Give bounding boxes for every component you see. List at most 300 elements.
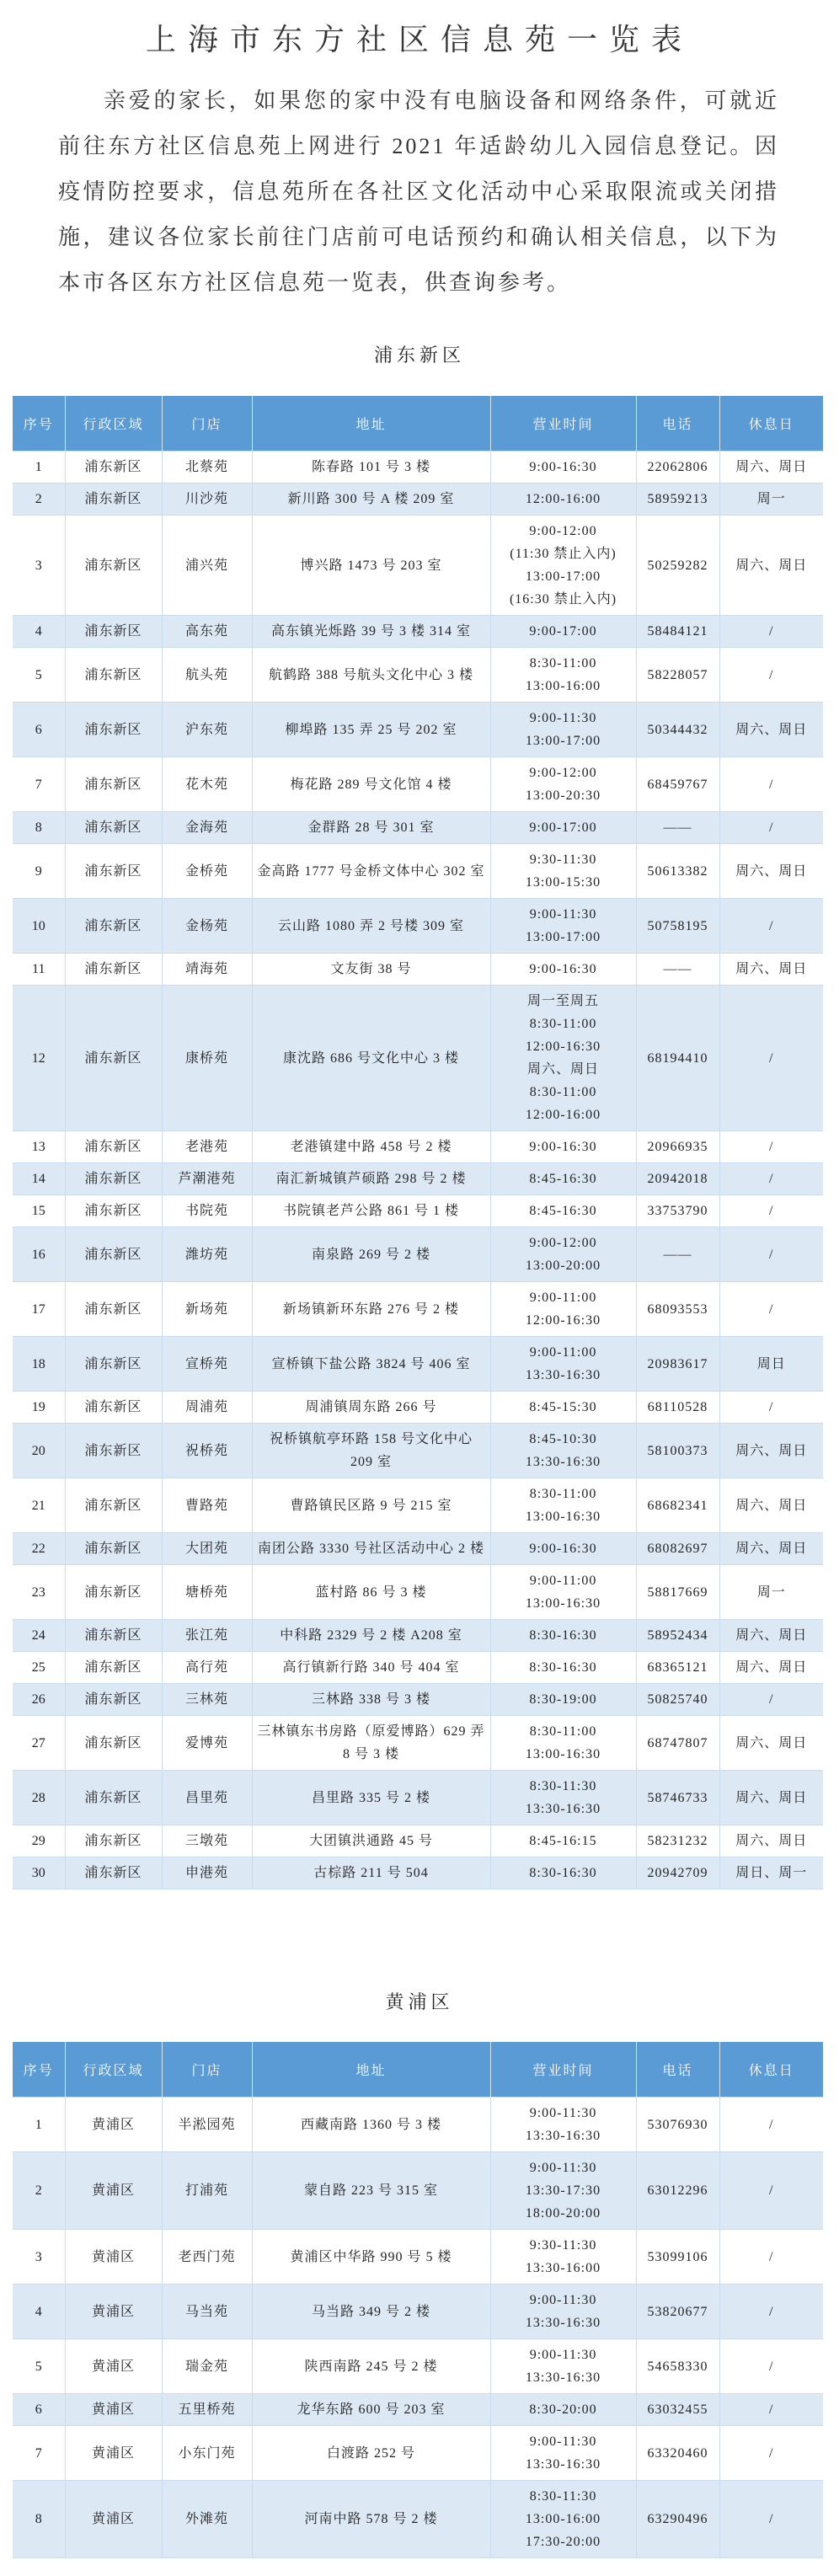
hours-line: 9:00-16:30 [529,1542,597,1556]
phone-cell: 20983617 [636,1337,719,1392]
store-cell: 潍坊苑 [162,1227,252,1282]
seq-cell: 19 [13,1392,65,1424]
address-cell: 南团公路 3330 号社区活动中心 2 楼 [252,1533,490,1565]
hours-line: 8:30-11:00 [529,1724,597,1739]
address-cell: 陕西南路 245 号 2 楼 [252,2339,490,2394]
rest-day-cell: / [719,1392,823,1424]
table-row [13,1825,823,1857]
hours-cell [490,1282,636,1337]
store-cell: 塘桥苑 [162,1565,252,1620]
hours-line: 12:00-16:00 [525,1108,601,1122]
address-header: 地址 [252,2042,490,2098]
store-cell: 祝桥苑 [162,1424,252,1478]
table-row [13,2152,823,2230]
hours-cell [490,757,636,812]
hours-cell [490,1131,636,1163]
phone-cell: 68682341 [636,1478,719,1533]
district-cell: 浦东新区 [65,1684,162,1716]
address-cell: 梅花路 289 号文化馆 4 楼 [252,757,490,812]
address-cell: 博兴路 1473 号 203 室 [252,516,490,616]
rest-day-cell: / [719,2230,823,2285]
rest-day-cell: / [719,2339,823,2394]
hours-line: (11:30 禁止入内) [510,547,617,561]
seq-cell: 6 [13,703,65,757]
hours-line: 8:45-15:30 [529,1400,597,1414]
rest-day-cell: / [719,899,823,954]
table-row [13,1857,823,1889]
hours-line: 9:00-11:30 [529,2161,597,2175]
table-row [13,1771,823,1825]
store-cell: 航头苑 [162,648,252,703]
hours-cell [490,1857,636,1889]
table-row [13,616,823,648]
rest-day-cell: 周六、周日 [719,1620,823,1652]
table-row [13,1716,823,1771]
phone-cell: 50344432 [636,703,719,757]
hours-line: 13:30-16:30 [525,2129,601,2143]
seq-cell: 26 [13,1684,65,1716]
address-cell: 古棕路 211 号 504 [252,1857,490,1889]
hours-line: 17:30-20:00 [525,2535,601,2549]
address-cell: 文友街 38 号 [252,954,490,986]
hours-cell [490,1478,636,1533]
phone-cell: 58959213 [636,484,719,516]
rest-day-cell: 周一 [719,1565,823,1620]
store-cell: 沪东苑 [162,703,252,757]
district-cell: 浦东新区 [65,844,162,899]
rest-day-cell: 周六、周日 [719,1533,823,1565]
store-cell: 川沙苑 [162,484,252,516]
hours-header: 营业时间 [490,396,636,452]
table-row [13,2339,823,2394]
hours-cell [490,899,636,954]
section-heading-huangpu: 黄浦区 [385,1991,454,2012]
address-cell: 高行镇新行路 340 号 404 室 [252,1652,490,1684]
store-cell: 昌里苑 [162,1771,252,1825]
hours-cell [490,2285,636,2339]
table-row [13,954,823,986]
hours-cell [490,703,636,757]
phone-cell: 50613382 [636,844,719,899]
address-cell: 新川路 300 号 A 楼 209 室 [252,484,490,516]
district-cell: 浦东新区 [65,954,162,986]
store-cell: 马当苑 [162,2285,252,2339]
rest-day-cell: 周六、周日 [719,1825,823,1857]
hours-cell [490,2481,636,2558]
district-cell: 黄浦区 [65,2098,162,2152]
hours-cell [490,1652,636,1684]
hours-line: 9:00-11:30 [529,2293,597,2307]
hours-line: (16:30 禁止入内) [509,592,617,607]
table-row [13,2285,823,2339]
phone-cell: 68365121 [636,1652,719,1684]
seq-cell: 21 [13,1478,65,1533]
hours-cell [490,516,636,616]
store-cell: 半淞园苑 [162,2098,252,2152]
table-row [13,1227,823,1282]
seq-cell: 20 [13,1424,65,1478]
seq-cell: 9 [13,844,65,899]
store-cell: 申港苑 [162,1857,252,1889]
phone-cell: 50825740 [636,1684,719,1716]
phone-cell: 58231232 [636,1825,719,1857]
rest-day-cell: 周六、周日 [719,1478,823,1533]
huangpu-table [13,2042,823,2558]
hours-line: 8:30-16:30 [529,1866,597,1880]
district-cell: 浦东新区 [65,899,162,954]
intro-paragraph: 亲爱的家长，如果您的家中没有电脑设备和网络条件，可就近前往东方社区信息苑上网进行 2021 年适龄幼儿入园信息登记。因疫情防控要求，信息苑所在各社区文化活动中心采取限流或关闭措施，建议各位家长前往门店前可电话预约和确认相关信息，以下为本市各区东方社区信息苑一览表，供查询参考。 [58,88,779,295]
store-cell: 打浦苑 [162,2152,252,2230]
hours-line: 8:30-20:00 [529,2402,597,2417]
store-cell: 书院苑 [162,1195,252,1227]
district-cell: 浦东新区 [65,1825,162,1857]
hours-cell [490,812,636,844]
seq-cell: 12 [13,986,65,1131]
hours-line: 13:00-17:00 [525,734,601,748]
hours-cell [490,1337,636,1392]
table-header-row [13,396,823,452]
table-row [13,452,823,484]
seq-cell: 29 [13,1825,65,1857]
store-cell: 曹路苑 [162,1478,252,1533]
rest-day-cell: / [719,1131,823,1163]
district-header: 行政区域 [65,2042,162,2098]
phone-cell: 58228057 [636,648,719,703]
phone-cell: 22062806 [636,452,719,484]
hours-line: 周六、周日 [526,1062,599,1077]
address-cell: 陈春路 101 号 3 楼 [252,452,490,484]
rest-day-cell: 周六、周日 [719,844,823,899]
phone-header: 电话 [636,2042,719,2098]
seq-cell: 7 [13,2426,65,2481]
rest-day-cell: 周六、周日 [719,1424,823,1478]
store-header: 门店 [162,2042,252,2098]
phone-cell: 50259282 [636,516,719,616]
page-title: 上海市东方社区信息苑一览表 [145,23,693,56]
store-cell: 张江苑 [162,1620,252,1652]
store-cell: 花木苑 [162,757,252,812]
hours-line: 13:30-17:30 [525,2183,601,2198]
address-cell: 云山路 1080 弄 2 号楼 309 室 [252,899,490,954]
store-cell: 小东门苑 [162,2426,252,2481]
phone-cell: 58746733 [636,1771,719,1825]
district-cell: 浦东新区 [65,1857,162,1889]
phone-cell: 53076930 [636,2098,719,2152]
store-cell: 三墩苑 [162,1825,252,1857]
hours-line: 13:00-16:00 [525,2512,601,2526]
table-row [13,1620,823,1652]
district-cell: 浦东新区 [65,986,162,1131]
seq-cell: 24 [13,1620,65,1652]
hours-cell [490,986,636,1131]
table-row [13,2394,823,2426]
store-cell: 宣桥苑 [162,1337,252,1392]
hours-line: 13:00-16:30 [525,1596,601,1611]
table-row [13,1163,823,1195]
seq-cell: 3 [13,2230,65,2285]
seq-cell: 23 [13,1565,65,1620]
hours-line: 9:00-16:30 [529,1140,597,1154]
rest-day-cell: / [719,2098,823,2152]
address-cell: 新场镇新环东路 276 号 2 楼 [252,1282,490,1337]
hours-line: 9:00-11:30 [529,2106,597,2120]
table-row [13,1478,823,1533]
seq-cell: 25 [13,1652,65,1684]
hours-line: 8:30-11:00 [529,1487,597,1501]
table-row [13,757,823,812]
store-cell: 浦兴苑 [162,516,252,616]
hours-header: 营业时间 [490,2042,636,2098]
address-cell: 黄浦区中华路 990 号 5 楼 [252,2230,490,2285]
hours-line: 8:30-11:00 [529,1085,597,1099]
store-cell: 金杨苑 [162,899,252,954]
seq-cell: 4 [13,2285,65,2339]
rest-day-cell: 周六、周日 [719,1771,823,1825]
phone-cell: 20966935 [636,1131,719,1163]
seq-cell: 11 [13,954,65,986]
seq-cell: 8 [13,812,65,844]
phone-cell: 63320460 [636,2426,719,2481]
store-cell: 高东苑 [162,616,252,648]
phone-cell: 63012296 [636,2152,719,2230]
table-row [13,2426,823,2481]
district-cell: 黄浦区 [65,2426,162,2481]
district-cell: 浦东新区 [65,1392,162,1424]
hours-cell [490,2394,636,2426]
table-row [13,2230,823,2285]
hours-cell [490,1227,636,1282]
hours-line: 9:00-11:00 [529,1574,597,1588]
phone-cell: 68747807 [636,1716,719,1771]
rest-day-cell: / [719,1684,823,1716]
district-cell: 黄浦区 [65,2481,162,2558]
phone-cell: —— [636,1227,719,1282]
hours-line: 9:00-17:00 [529,624,597,639]
hours-cell [490,1392,636,1424]
seq-cell: 1 [13,452,65,484]
address-cell: 西藏南路 1360 号 3 楼 [252,2098,490,2152]
phone-cell: 58952434 [636,1620,719,1652]
store-cell: 新场苑 [162,1282,252,1337]
rest-day-cell: / [719,616,823,648]
hours-line: 8:30-16:30 [529,1660,597,1675]
hours-line: 8:30-11:00 [529,1017,597,1031]
address-cell: 柳埠路 135 弄 25 号 202 室 [252,703,490,757]
address-cell: 蒙自路 223 号 315 室 [252,2152,490,2230]
district-cell: 浦东新区 [65,1424,162,1478]
rest-day-cell: / [719,2426,823,2481]
seq-cell: 27 [13,1716,65,1771]
hours-line: 18:00-20:00 [525,2206,601,2221]
store-cell: 周浦苑 [162,1392,252,1424]
hours-line: 13:00-16:30 [525,1510,601,1524]
store-cell: 金海苑 [162,812,252,844]
hours-cell [490,1533,636,1565]
hours-cell [490,2230,636,2285]
seq-cell: 15 [13,1195,65,1227]
seq-header: 序号 [13,396,65,452]
store-cell: 高行苑 [162,1652,252,1684]
store-cell: 三林苑 [162,1684,252,1716]
table-row [13,1565,823,1620]
hours-cell [490,1565,636,1620]
seq-cell: 1 [13,2098,65,2152]
hours-line: 9:00-12:00 [529,524,597,538]
rest-day-cell: / [719,1282,823,1337]
phone-cell: 58484121 [636,616,719,648]
table-row [13,1195,823,1227]
store-cell: 老港苑 [162,1131,252,1163]
hours-line: 9:30-11:30 [529,852,597,867]
phone-cell: 68194410 [636,986,719,1131]
table-row [13,844,823,899]
table-row [13,1392,823,1424]
phone-cell: 53820677 [636,2285,719,2339]
address-cell: 航鹤路 388 号航头文化中心 3 楼 [252,648,490,703]
district-cell: 浦东新区 [65,1282,162,1337]
hours-line: 9:30-11:30 [529,2238,597,2253]
hours-cell [490,1195,636,1227]
store-cell: 康桥苑 [162,986,252,1131]
seq-cell: 28 [13,1771,65,1825]
rest-day-header: 休息日 [719,396,823,452]
district-cell: 浦东新区 [65,1195,162,1227]
hours-line: 8:30-16:30 [529,1628,597,1643]
hours-line: 8:30-11:30 [529,2489,597,2504]
district-cell: 浦东新区 [65,516,162,616]
hours-cell [490,1424,636,1478]
table-row [13,2481,823,2558]
seq-cell: 17 [13,1282,65,1337]
phone-cell: 53099106 [636,2230,719,2285]
hours-line: 12:00-16:00 [525,492,601,506]
hours-line: 13:00-17:00 [525,930,601,944]
district-cell: 浦东新区 [65,1478,162,1533]
hours-line: 8:45-16:30 [529,1172,597,1186]
hours-line: 9:00-11:00 [529,1291,597,1305]
store-cell: 靖海苑 [162,954,252,986]
district-cell: 浦东新区 [65,1620,162,1652]
seq-cell: 2 [13,2152,65,2230]
seq-cell: 5 [13,2339,65,2394]
seq-cell: 13 [13,1131,65,1163]
phone-cell: 33753790 [636,1195,719,1227]
hours-line: 13:30-16:30 [525,2316,601,2330]
hours-line: 周一至周五 [526,994,599,1008]
rest-day-cell: / [719,2152,823,2230]
address-cell: 马当路 349 号 2 楼 [252,2285,490,2339]
address-cell: 南汇新城镇芦硕路 298 号 2 楼 [252,1163,490,1195]
phone-cell: 68459767 [636,757,719,812]
store-cell: 芦潮港苑 [162,1163,252,1195]
phone-cell: 20942018 [636,1163,719,1195]
hours-line: 8:30-19:00 [529,1692,597,1707]
table-row [13,1282,823,1337]
table-row [13,986,823,1131]
district-cell: 浦东新区 [65,1131,162,1163]
rest-day-cell: 周六、周日 [719,1716,823,1771]
table-row [13,899,823,954]
rest-day-cell: / [719,648,823,703]
phone-header: 电话 [636,396,719,452]
phone-cell: 58100373 [636,1424,719,1478]
district-cell: 黄浦区 [65,2394,162,2426]
rest-day-cell: / [719,2285,823,2339]
hours-line: 13:00-15:30 [525,875,601,890]
phone-cell: 50758195 [636,899,719,954]
rest-day-cell: / [719,812,823,844]
table-row [13,1533,823,1565]
table-row [13,2098,823,2152]
district-cell: 黄浦区 [65,2152,162,2230]
rest-day-cell: / [719,1227,823,1282]
rest-day-cell: / [719,986,823,1131]
table-row [13,812,823,844]
rest-day-cell: 周日、周一 [719,1857,823,1889]
address-cell: 三林镇东书房路（原爱博路）629 弄 8 号 3 楼 [252,1716,490,1771]
hours-line: 8:45-16:15 [529,1834,597,1848]
hours-cell [490,2152,636,2230]
seq-cell: 14 [13,1163,65,1195]
table-row [13,484,823,516]
hours-line: 13:30-16:00 [525,2261,601,2275]
hours-line: 13:30-16:30 [525,2370,601,2385]
hours-line: 12:00-16:30 [525,1039,601,1054]
phone-cell: 20942709 [636,1857,719,1889]
district-cell: 浦东新区 [65,703,162,757]
address-cell: 龙华东路 600 号 203 室 [252,2394,490,2426]
rest-day-cell: / [719,2481,823,2558]
hours-line: 9:00-11:30 [529,2434,597,2449]
address-cell: 高东镇光烁路 39 号 3 楼 314 室 [252,616,490,648]
district-cell: 黄浦区 [65,2339,162,2394]
rest-day-cell: 周六、周日 [719,452,823,484]
seq-cell: 10 [13,899,65,954]
rest-day-cell: / [719,1163,823,1195]
district-cell: 浦东新区 [65,1565,162,1620]
hours-cell [490,2426,636,2481]
store-cell: 金桥苑 [162,844,252,899]
hours-cell [490,1163,636,1195]
table-row [13,648,823,703]
hours-line: 13:00-20:00 [525,1259,601,1273]
rest-day-cell: 周日 [719,1337,823,1392]
hours-line: 9:00-11:30 [529,907,597,922]
address-cell: 康沈路 686 号文化中心 3 楼 [252,986,490,1131]
hours-cell [490,484,636,516]
phone-cell: 68082697 [636,1533,719,1565]
address-cell: 宣桥镇下盐公路 3824 号 406 室 [252,1337,490,1392]
hours-cell [490,1684,636,1716]
hours-cell [490,844,636,899]
rest-day-cell: 周六、周日 [719,516,823,616]
phone-cell: 63290496 [636,2481,719,2558]
district-cell: 浦东新区 [65,648,162,703]
district-cell: 浦东新区 [65,616,162,648]
store-header: 门店 [162,396,252,452]
table-row [13,1684,823,1716]
hours-line: 9:00-11:30 [529,711,597,725]
phone-cell: —— [636,954,719,986]
store-cell: 爱博苑 [162,1716,252,1771]
hours-cell [490,616,636,648]
section-heading-pudong: 浦东新区 [373,345,465,366]
phone-cell: 68110528 [636,1392,719,1424]
hours-line: 8:30-11:00 [529,656,597,671]
address-cell: 大团镇洪通路 45 号 [252,1825,490,1857]
hours-line: 9:00-11:30 [529,2348,597,2362]
seq-cell: 7 [13,757,65,812]
